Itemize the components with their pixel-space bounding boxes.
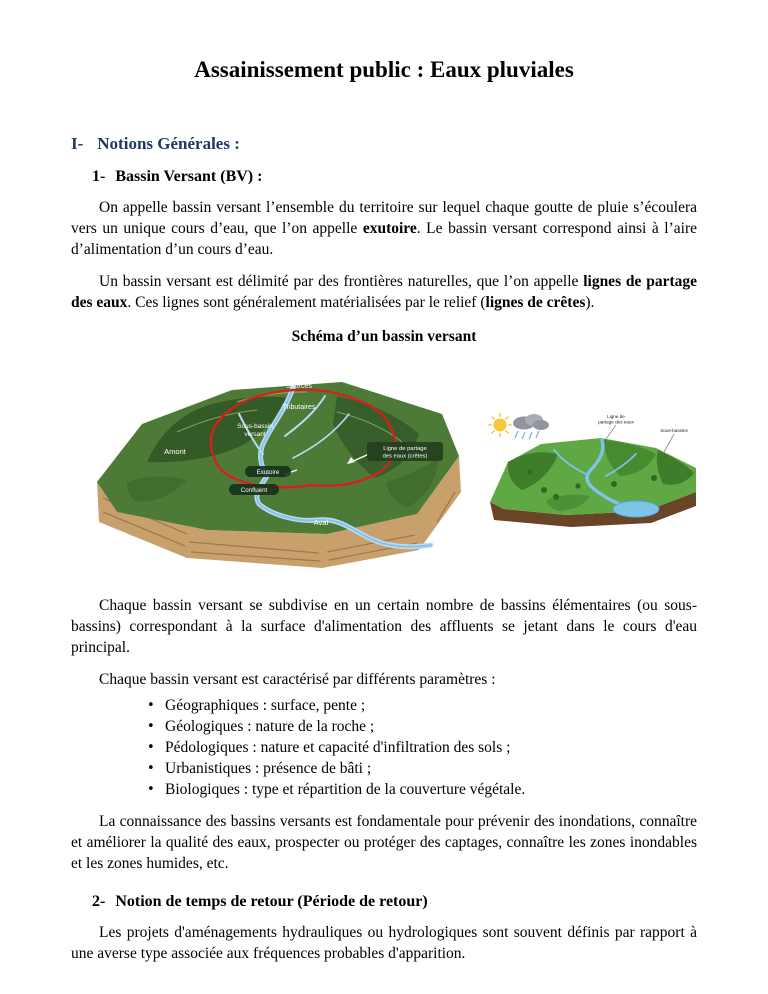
paragraph-parametres-intro: Chaque bassin versant est caractérisé par différents paramètres : [99,671,496,689]
figure-caption: Schéma d’un bassin versant [291,327,477,345]
label-ligne-partage-line2: des eaux (crêtes) [382,453,428,460]
sun-icon [488,413,512,437]
bullet-text: Biologiques : type et répartition de la couverture végétale. [165,781,526,799]
section-number: I- [71,133,84,153]
list-item-urbanistiques [145,758,697,779]
label2-leader-line-1 [604,425,616,442]
bullet-text: Urbanistiques : présence de bâti ; [165,760,372,778]
list-item-geologiques [145,716,697,737]
badge-exutoire [245,466,291,477]
subsection-title-text: Notion de temps de retour (Période de retour) [115,892,428,910]
label2-ligne-partage-line2: partage des eaux [598,419,634,425]
text-segment-bold-lignes-cretes: lignes de crêtes [485,293,586,311]
label-exutoire: Exutoire [256,468,280,476]
bullet-text: Pédologiques : nature et capacité d'infiltration des sols ; [165,739,511,757]
section-heading-notions-generales [71,134,697,154]
subsection-heading-bassin-versant [92,168,697,186]
label-confluent: Confluent [240,486,268,494]
section-title-text: Notions Générales : [97,133,240,153]
parameters-bullet-list [145,695,697,800]
paragraph-sous-bassins: Chaque bassin versant se subdivise en un certain nombre de bassins élémentaires (ou sous-bassins) correspondant à la surface d'alimentation des affluents se jetant dans le cours d'eau principal. [71,596,697,657]
watershed-3d-diagram [87,362,469,575]
label-ligne-partage-line1: Ligne de partage [383,445,427,452]
label2-sous-bassins: Sous-bassins [660,427,688,433]
text-segment: ). [585,293,595,311]
subsection-number: 1- [92,167,106,185]
text-segment-bold-lignes-partage: lignes de partage des eaux [71,272,698,311]
label-amont: Amont [164,446,186,456]
list-item-geographiques [145,695,697,716]
figure-row [87,362,697,575]
subsection-heading-temps-de-retour [92,893,697,911]
text-segment-bold-exutoire: exutoire [362,219,417,237]
subsection-number: 2- [92,892,106,910]
rain-cloud-icon [513,414,549,439]
label-tributaires: Tributaires [282,403,316,411]
paragraph-connaissance-bassins: La connaissance des bassins versants est fondamentale pour prévenir des inondations, connaître et améliorer la qualité des eaux, prospecter ou protéger des captages, connaître les zones inondables et les zones humides, etc. [71,813,697,873]
page-title: Assainissement public : Eaux pluviales [194,57,574,82]
label-sources: Sources [286,382,312,390]
list-item-pedologiques [145,737,697,758]
subsection-title-text: Bassin Versant (BV) : [115,167,263,185]
text-segment: . Ces lignes sont généralement matérialisées par le relief ( [127,293,486,311]
paragraph-definition-bassin-versant [71,197,697,260]
label-aval: Aval [313,517,329,527]
bullet-text: Géographiques : surface, pente ; [165,697,366,715]
label-sous-bassin-line1: Sous-bassin [237,422,273,430]
paragraph-projets-amenagements: Les projets d'aménagements hydrauliques ou hydrologiques sont souvent définis par rapport à une averse type associée aux fréquences probables d'apparition. [71,923,697,962]
lake [613,501,659,517]
watershed-simple-diagram [486,410,699,527]
label2-leader-line-2 [664,434,674,452]
list-item-biologiques [145,779,697,800]
bullet-text: Géologiques : nature de la roche ; [165,718,375,736]
label2-ligne-partage-line1: Ligne de [607,413,625,419]
text-segment: On appelle bassin versant l’ensemble du territoire sur lequel chaque goutte de pluie s’écoulera vers un unique cours d’eau, que l’on appelle [71,198,697,237]
text-segment: Un bassin versant est délimité par des frontières naturelles, que l’on appelle [99,272,584,290]
badge-ligne-partage [367,442,443,461]
paragraph-lignes-de-partage [71,271,697,313]
text-segment: . Le bassin versant correspond ainsi à l’aire d’alimentation d’un cours d’eau. [71,219,697,258]
badge-confluent [229,484,279,495]
label-sous-bassin-line2: versant [244,430,266,438]
